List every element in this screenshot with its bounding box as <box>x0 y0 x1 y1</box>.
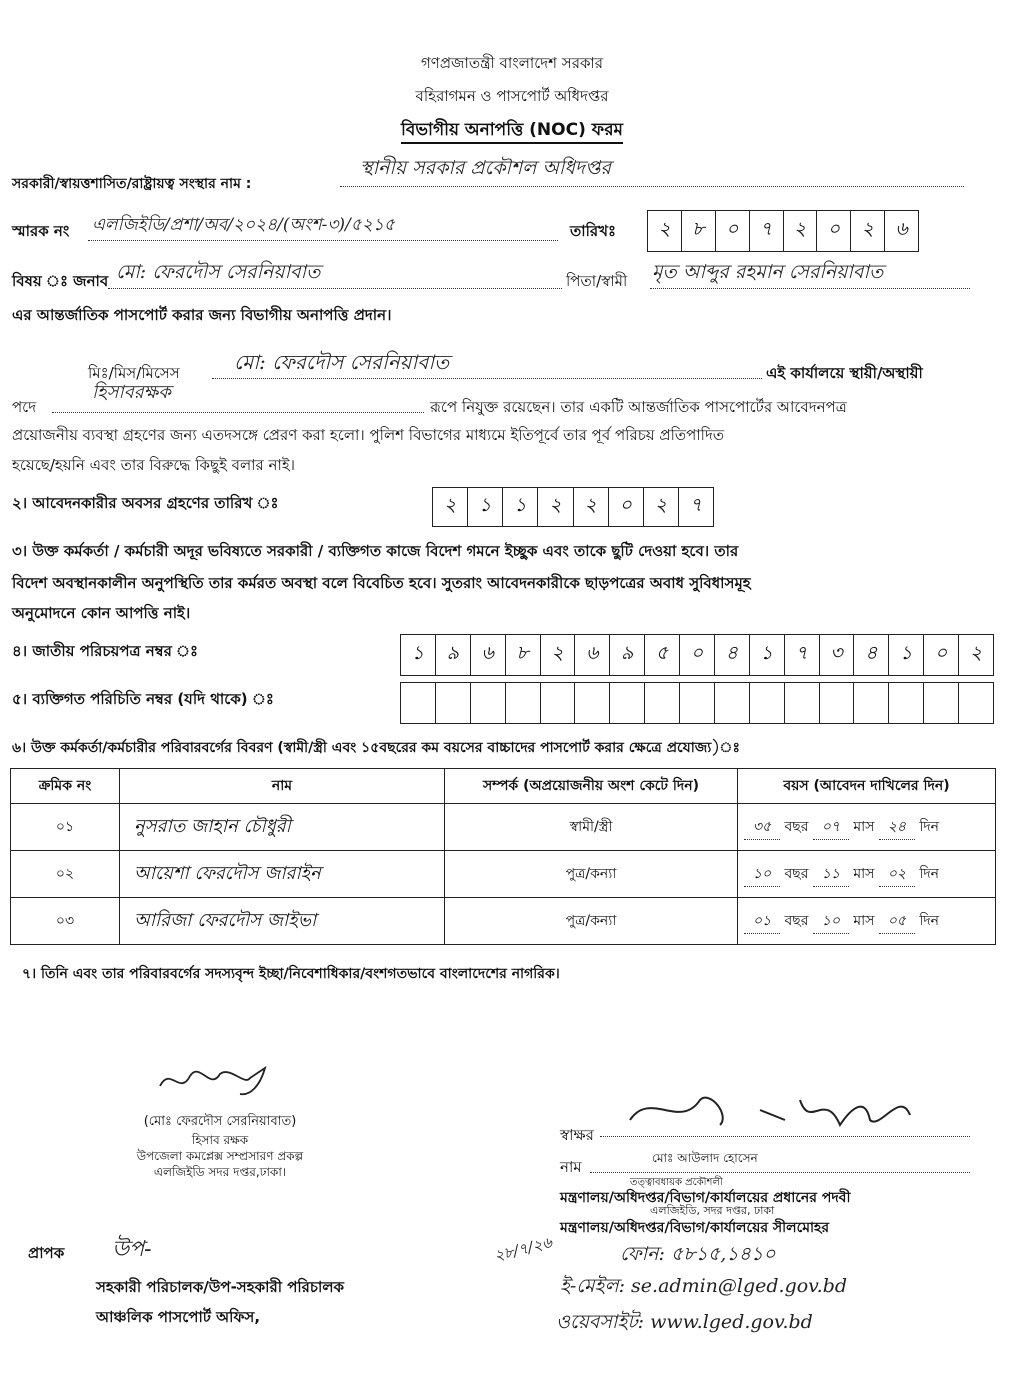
retirement-digit-box: ১ <box>503 488 538 526</box>
family-table <box>10 768 996 945</box>
personal-id-label: ৫। ব্যক্তিগত পরিচিতি নম্বর (যদি থাকে) ঃ <box>12 690 274 708</box>
personal-id-box <box>820 683 855 723</box>
office-status: এই কার্যালয়ে স্থায়ী/অস্থায়ী <box>766 364 923 382</box>
nid-digit-box: ৪ <box>715 635 750 675</box>
age-unit: দিন <box>914 865 940 882</box>
age-value: ১১ <box>813 862 849 887</box>
age-unit: বছর <box>780 865 813 882</box>
phone: ফোন: ৫৮১৫,১৪১০ <box>620 1243 776 1265</box>
nid-digit-box: ৪ <box>854 635 889 675</box>
retirement-digit-box: ২ <box>644 488 679 526</box>
sign-label: স্বাক্ষর <box>560 1126 594 1144</box>
personal-id-box <box>854 683 889 723</box>
para1-text3: হয়েছে/হয়নি এবং তার বিরুদ্ধে কিছুই বলার নাই। <box>12 456 296 474</box>
age-unit: দিন <box>914 912 940 929</box>
family-name: আরিজা ফেরদৌস জাইভা <box>120 898 445 945</box>
personal-id-box <box>610 683 645 723</box>
post-value: হিসাবরক্ষক <box>92 382 171 403</box>
subject-line2: এর আন্তর্জাতিক পাসপোর্ট করার জন্য বিভাগীয় অনাপত্তি প্রদান। <box>12 306 392 324</box>
col-serial: ক্রমিক নং <box>11 769 120 804</box>
col-relation: সম্পর্ক (অপ্রয়োজনীয় অংশ কেটে দিন) <box>445 769 738 804</box>
family-name: নুসরাত জাহান চৌধুরী <box>120 804 445 851</box>
personal-id-box <box>889 683 924 723</box>
org-label: সরকারী/স্বায়ত্তশাসিত/রাষ্ট্রায়ত্ব সংস্থার নাম : <box>12 176 252 192</box>
age-unit: বছর <box>780 912 813 929</box>
nid-digit-box: ৫ <box>645 635 680 675</box>
left-signer-name: (মোঃ ফেরদৌস সেরনিয়াবাত) <box>143 1114 297 1129</box>
col-name: নাম <box>120 769 445 804</box>
retirement-digit-box: ৭ <box>689 494 703 516</box>
family-relation: পুত্র/কন্যা <box>445 898 738 945</box>
stamp-place: এলজিইডি, সদর দপ্তর, ঢাকা <box>650 1204 775 1217</box>
nid-digit-box: ১ <box>889 635 924 675</box>
family-relation: পুত্র/কন্যা <box>445 851 738 898</box>
age-unit: মাস <box>848 818 879 835</box>
personal-id-box <box>715 683 750 723</box>
subject-name-field <box>108 256 562 289</box>
recipient-hand: উপ- <box>112 1237 152 1262</box>
nid-digit-box: ২ <box>541 635 576 675</box>
department-name: বহিরাগমন ও পাসপোর্ট অধিদপ্তর <box>415 87 609 105</box>
family-row <box>11 851 996 898</box>
memo-field <box>88 206 558 241</box>
personal-id-box <box>401 683 436 723</box>
org-value: স্থানীয় সরকার প্রকৌশল অধিদপ্তর <box>360 157 611 179</box>
gov-name: গণপ্রজাতন্ত্রী বাংলাদেশ সরকার <box>420 54 604 72</box>
date-digit-box: ২ <box>851 211 885 251</box>
nid-label: ৪। জাতীয় পরিচয়পত্র নম্বর ঃ <box>12 642 199 660</box>
family-serial: ০১ <box>11 804 120 851</box>
family-age <box>738 804 996 851</box>
age-unit: দিন <box>914 818 940 835</box>
retirement-digit-box: ১ <box>468 488 503 526</box>
left-signer-office: উপজেলা কমপ্লেক্স সম্প্রসারণ প্রকল্প <box>136 1149 304 1163</box>
recipient-line2: আঞ্চলিক পাসপোর্ট অফিস, <box>96 1308 261 1326</box>
age-value: ৩৫ <box>744 815 780 840</box>
item3-line2: বিদেশ অবস্থানকালীন অনুপস্থিতি তার কর্মরত অবস্থা বলে বিবেচিত হবে। সুতরাং আবেদনকারীকে ছাড়পত্রের অবাধ সুবিধাসমূহ <box>12 574 751 592</box>
nid-digit-box: ১ <box>401 635 436 675</box>
age-unit: বছর <box>780 818 813 835</box>
nid-digit-box: ৩ <box>820 635 855 675</box>
employee-name: মো: ফেরদৌস সেরনিয়াবাত <box>234 350 450 374</box>
age-value: ১০ <box>744 862 780 887</box>
employee-name-field <box>212 344 762 379</box>
retirement-date-boxes <box>432 487 714 527</box>
personal-id-box <box>436 683 471 723</box>
date-boxes <box>647 210 919 252</box>
personal-id-box <box>924 683 959 723</box>
father-name: মৃত আব্দুর রহমান সেরনিয়াবাত <box>652 261 884 283</box>
nid-digit-box: ০ <box>680 635 715 675</box>
retirement-digit-box: ২ <box>538 488 573 526</box>
personal-id-box <box>645 683 680 723</box>
date-digit-box: ২ <box>648 211 682 251</box>
date-digit-box: ০ <box>817 211 851 251</box>
right-signer-name: মোঃ আউলাদ হোসেন <box>652 1151 758 1165</box>
retirement-label: ২। আবেদনকারীর অবসর গ্রহণের তারিখ ঃ <box>12 494 279 512</box>
left-signer-post: হিসাব রক্ষক <box>191 1133 249 1147</box>
date-digit-box: ২ <box>784 211 818 251</box>
date-label: তারিখঃ <box>570 222 616 240</box>
personal-id-boxes <box>400 682 994 724</box>
age-value: ০৫ <box>879 909 915 934</box>
personal-id-box <box>680 683 715 723</box>
age-value: ০২ <box>879 862 915 887</box>
father-field <box>650 256 970 289</box>
retirement-digit-box: ০ <box>609 488 644 526</box>
form-title: বিভাগীয় অনাপত্তি (NOC) ফরম <box>0 117 1024 145</box>
family-name: আয়েশা ফেরদৌস জারাইন <box>120 851 445 898</box>
family-serial: ০২ <box>11 851 120 898</box>
stamp-post: তত্ত্বাবধায়ক প্রকৌশলী <box>630 1177 723 1188</box>
salutation: মিঃ/মিস/মিসেস <box>88 364 180 382</box>
personal-id-box <box>575 683 610 723</box>
father-label: পিতা/স্বামী <box>566 272 628 290</box>
nid-digit-box: ৯ <box>436 635 471 675</box>
nid-digit-box: ৯ <box>610 635 645 675</box>
retirement-digit-box: ২ <box>433 488 468 526</box>
head-designation: মন্ত্রণালয়/অধিদপ্তর/বিভাগ/কার্যালয়ের প্রধানের পদবী <box>560 1190 851 1206</box>
personal-id-box <box>750 683 785 723</box>
para1-text1: রূপে নিযুক্ত রয়েছেন। তার একটি আন্তর্জাতিক পাসপোর্টের আবেদনপত্র <box>430 398 847 416</box>
citizenship-statement: ৭। তিনি এবং তার পরিবারবর্গের সদস্যবৃন্দ ইচ্ছা/নিবেশাধিকার/বংশগতভাবে বাংলাদেশের নাগরিক। <box>22 966 560 982</box>
org-field <box>340 150 964 187</box>
post-label: পদে <box>12 398 37 416</box>
family-row <box>11 898 996 945</box>
retirement-digit-box: ২ <box>574 488 609 526</box>
name-label: নাম <box>560 1158 582 1176</box>
item3-line3: অনুমোদনে কোন আপত্তি নাই। <box>12 604 191 622</box>
right-signature <box>610 1070 950 1150</box>
name-line <box>590 1148 970 1173</box>
memo-value: এলজিইডি/প্রশা/অব/২০২৪/(অংশ-৩)/৫২১৫ <box>92 215 395 235</box>
date-digit-box: ৮ <box>682 211 716 251</box>
nid-digit-box: ৬ <box>575 635 610 675</box>
left-signature <box>150 1056 280 1106</box>
office-seal-label: মন্ত্রণালয়/অধিদপ্তর/বিভাগ/কার্যালয়ের সীলমোহর <box>560 1220 830 1236</box>
family-age <box>738 898 996 945</box>
memo-label: স্মারক নং <box>12 222 70 240</box>
date-digit-box: ৬ <box>895 218 908 240</box>
nid-digit-box: ০ <box>924 635 959 675</box>
family-relation: স্বামী/স্ত্রী <box>445 804 738 851</box>
website: ওয়েবসাইট: www.lged.gov.bd <box>556 1311 813 1333</box>
email: ই-মেইল: se.admin@lged.gov.bd <box>560 1275 848 1297</box>
nid-digit-box: ২ <box>969 642 983 664</box>
family-row <box>11 804 996 851</box>
personal-id-box <box>506 683 541 723</box>
age-value: ০৭ <box>813 815 849 840</box>
personal-id-box <box>785 683 820 723</box>
subject-name: মো: ফেরদৌস সেরনিয়াবাত <box>116 261 321 283</box>
date-digit-box: ৭ <box>750 211 784 251</box>
nid-digit-box: ১ <box>750 635 785 675</box>
family-label: ৬। উক্ত কর্মকর্তা/কর্মচারীর পরিবারবর্গের বিবরণ (স্বামী/স্ত্রী এবং ১৫বছরের কম বয়সের বাচ্চাদের পাসপোর্ট করার ক্ষেত্রে প্রযোজ্য)ঃ <box>12 740 740 756</box>
handwritten-date: ২৮/৭/২৬ <box>492 1233 554 1265</box>
recipient-line1: সহকারী পরিচালক/উপ-সহকারী পরিচালক <box>96 1278 345 1296</box>
age-value: ০১ <box>744 909 780 934</box>
subject-label: বিষয় ঃ জনাব <box>12 272 109 290</box>
personal-id-box <box>959 683 993 723</box>
nid-digit-box: ৮ <box>506 635 541 675</box>
age-value: ২৪ <box>879 815 915 840</box>
age-unit: মাস <box>848 912 879 929</box>
nid-digit-box: ৬ <box>471 635 506 675</box>
personal-id-box <box>471 683 506 723</box>
left-signer-place: এলজিইডি সদর দপ্তর,ঢাকা। <box>153 1165 287 1179</box>
personal-id-box <box>541 683 576 723</box>
age-unit: মাস <box>848 865 879 882</box>
para1-text2: প্রয়োজনীয় ব্যবস্থা গ্রহণের জন্য এতদসঙ্গে প্রেরণ করা হলো। পুলিশ বিভাগের মাধ্যমে ইতিপূর্বে তার পূর্ব পরিচয় প্রতিপাদিত <box>12 426 725 444</box>
age-value: ১০ <box>813 909 849 934</box>
date-digit-box: ০ <box>716 211 750 251</box>
family-serial: ০৩ <box>11 898 120 945</box>
family-age <box>738 851 996 898</box>
post-field <box>52 380 424 413</box>
nid-boxes <box>400 634 994 676</box>
recipient-label: প্রাপক <box>28 1244 65 1262</box>
col-age: বয়স (আবেদন দাখিলের দিন) <box>738 769 996 804</box>
nid-digit-box: ৭ <box>785 635 820 675</box>
item3-line1: ৩। উক্ত কর্মকর্তা / কর্মচারী অদূর ভবিষ্যতে সরকারী / ব্যক্তিগত কাজে বিদেশ গমনে ইচ্ছুক এবং তাকে ছুটি দেওয়া হবে। তার <box>12 542 739 560</box>
